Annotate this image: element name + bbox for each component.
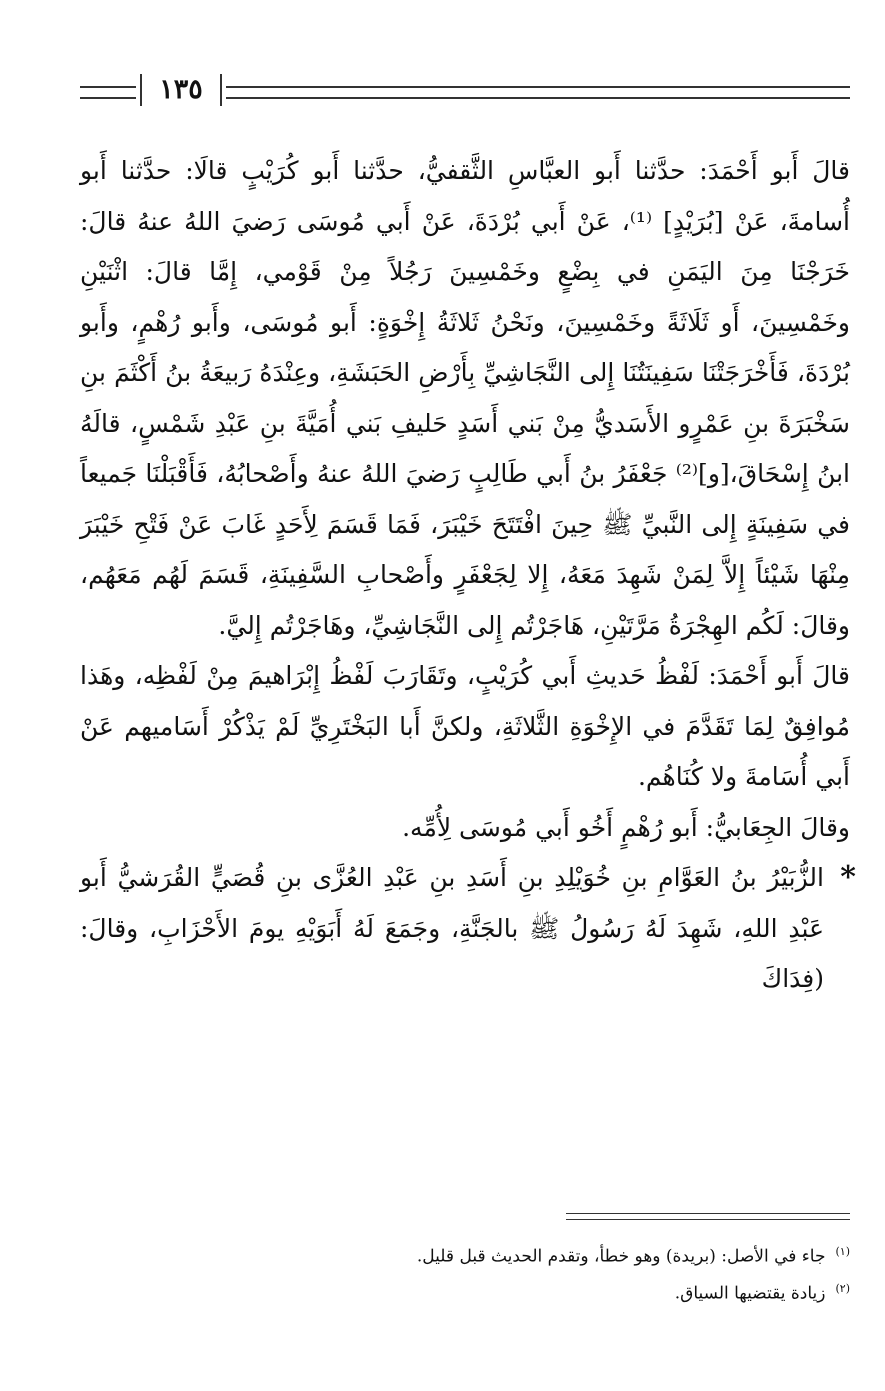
page-header: [80, 70, 850, 110]
paragraph: قالَ أَبو أَحْمَدَ: لَفْظُ حَديثِ أَبي كُرَيْبٍ، وتَقَارَبَ لَفْظُ إِبْرَاهيمَ مِنْ لَفْظِه، وهَذا مُوافِقٌ لِمَا تَقَدَّمَ في الإِخْوَةِ الثَّلاثَةِ، ولكنَّ أَبا البَخْتَرِيِّ لَمْ يَذْكُرْ أَسَاميهم عَنْ أَبي أُسَامةَ ولا كُنَاهُم.: [80, 661, 850, 791]
footnote: [80, 1236, 850, 1273]
footnote-number: (٢): [835, 1281, 850, 1295]
bullet-paragraph: [80, 853, 856, 1005]
header-divider: [220, 74, 222, 106]
header-rule-right: [226, 86, 850, 99]
footnote-text: زيادة يقتضيها السياق.: [674, 1283, 826, 1304]
footnote-text: جاء في الأصل: (بريدة) وهو خطأ، وتقدم الحديث قبل قليل.: [416, 1246, 826, 1267]
header-divider: [140, 74, 142, 106]
asterisk-icon: *: [840, 860, 856, 895]
footnote-number: (١): [835, 1245, 850, 1258]
bullet-paragraph-text: الزُّبَيْرُ بنُ العَوَّامِ بنِ خُوَيْلِدِ بنِ أَسَدِ بنِ عَبْدِ العُزَّى بنِ قُصَيٍّ القُرَشيُّ أَبو عَبْدِ اللهِ، شَهِدَ لَهُ رَسُولُ ﷺ بالجَنَّةِ، وجَمَعَ لَهُ أَبَوَيْهِ يومَ الأَحْزَابِ، وقالَ: (فِدَاكَ: [80, 863, 824, 993]
footnote-separator: [566, 1213, 850, 1220]
footnote: [80, 1273, 850, 1310]
paragraph: قالَ أَبو أَحْمَدَ: حدَّثنا أَبو العبَّاسِ الثَّقفيُّ، حدَّثنا أَبو كُرَيْبٍ قالَا: حدَّثنا أَبو أُسامةَ، عَنْ [بُرَيْدٍ] ⁽¹⁾، عَنْ أَبي بُرْدَةَ، عَنْ أَبي مُوسَى رَضيَ اللهُ عنهُ قالَ: خَرَجْنَا مِنَ اليَمَنِ في بِضْعٍ وخَمْسِينَ رَجُلاً مِنْ قَوْمي، إِمَّا قالَ: اثْنَيْنِ وخَمْسِينَ، أَو ثَلَاثَةً وخَمْسِينَ، ونَحْنُ ثَلاثَةُ إِخْوَةٍ: أَبو مُوسَى، وأَبو رُهْمٍ، وأَبو بُرْدَةَ، فَأَخْرَجَتْنَا سَفِينَتُنَا إِلى النَّجَاشِيِّ بِأَرْضِ الحَبَشَةِ، وعِنْدَهُ رَبيعَةُ بنُ أَكْثَمَ بنِ سَخْبَرَةَ بنِ عَمْرٍو الأَسَديُّ مِنْ بَني أَسَدٍ حَليفِ بَني أُمَيَّةَ بنِ عَبْدِ شَمْسٍ، قالَهُ ابنُ إِسْحَاقَ،[و]⁽²⁾ جَعْفَرُ بنُ أَبي طَالِبٍ رَضيَ اللهُ عنهُ وأَصْحابُهُ، فَأَقْبَلْنَا جَميعاً في سَفِينَةٍ إِلى النَّبيِّ ﷺ حِينَ افْتَتَحَ خَيْبَرَ، فَمَا قَسَمَ لِأَحَدٍ غَابَ عَنْ فَتْحِ خَيْبَرَ مِنْهَا شَيْئاً إِلاَّ لِمَنْ شَهِدَ مَعَهُ، إِلا لِجَعْفَرٍ وأَصْحابِ السَّفِينَةِ، قَسَمَ لَهُم مَعَهُم، وقالَ: لَكُم الهِجْرَةُ مَرَّتَيْنِ، هَاجَرْتُم إِلى النَّجَاشِيِّ، وهَاجَرْتُم إِليَّ.: [80, 156, 850, 640]
paragraph: وقالَ الجِعَابيُّ: أَبو رُهْمٍ أَخُو أَبي مُوسَى لِأُمِّه.: [402, 812, 850, 842]
header-rule-left: [80, 86, 136, 99]
body-text: [80, 146, 856, 1005]
page-number: ١٣٥: [159, 74, 203, 105]
footnotes: [80, 1236, 850, 1309]
